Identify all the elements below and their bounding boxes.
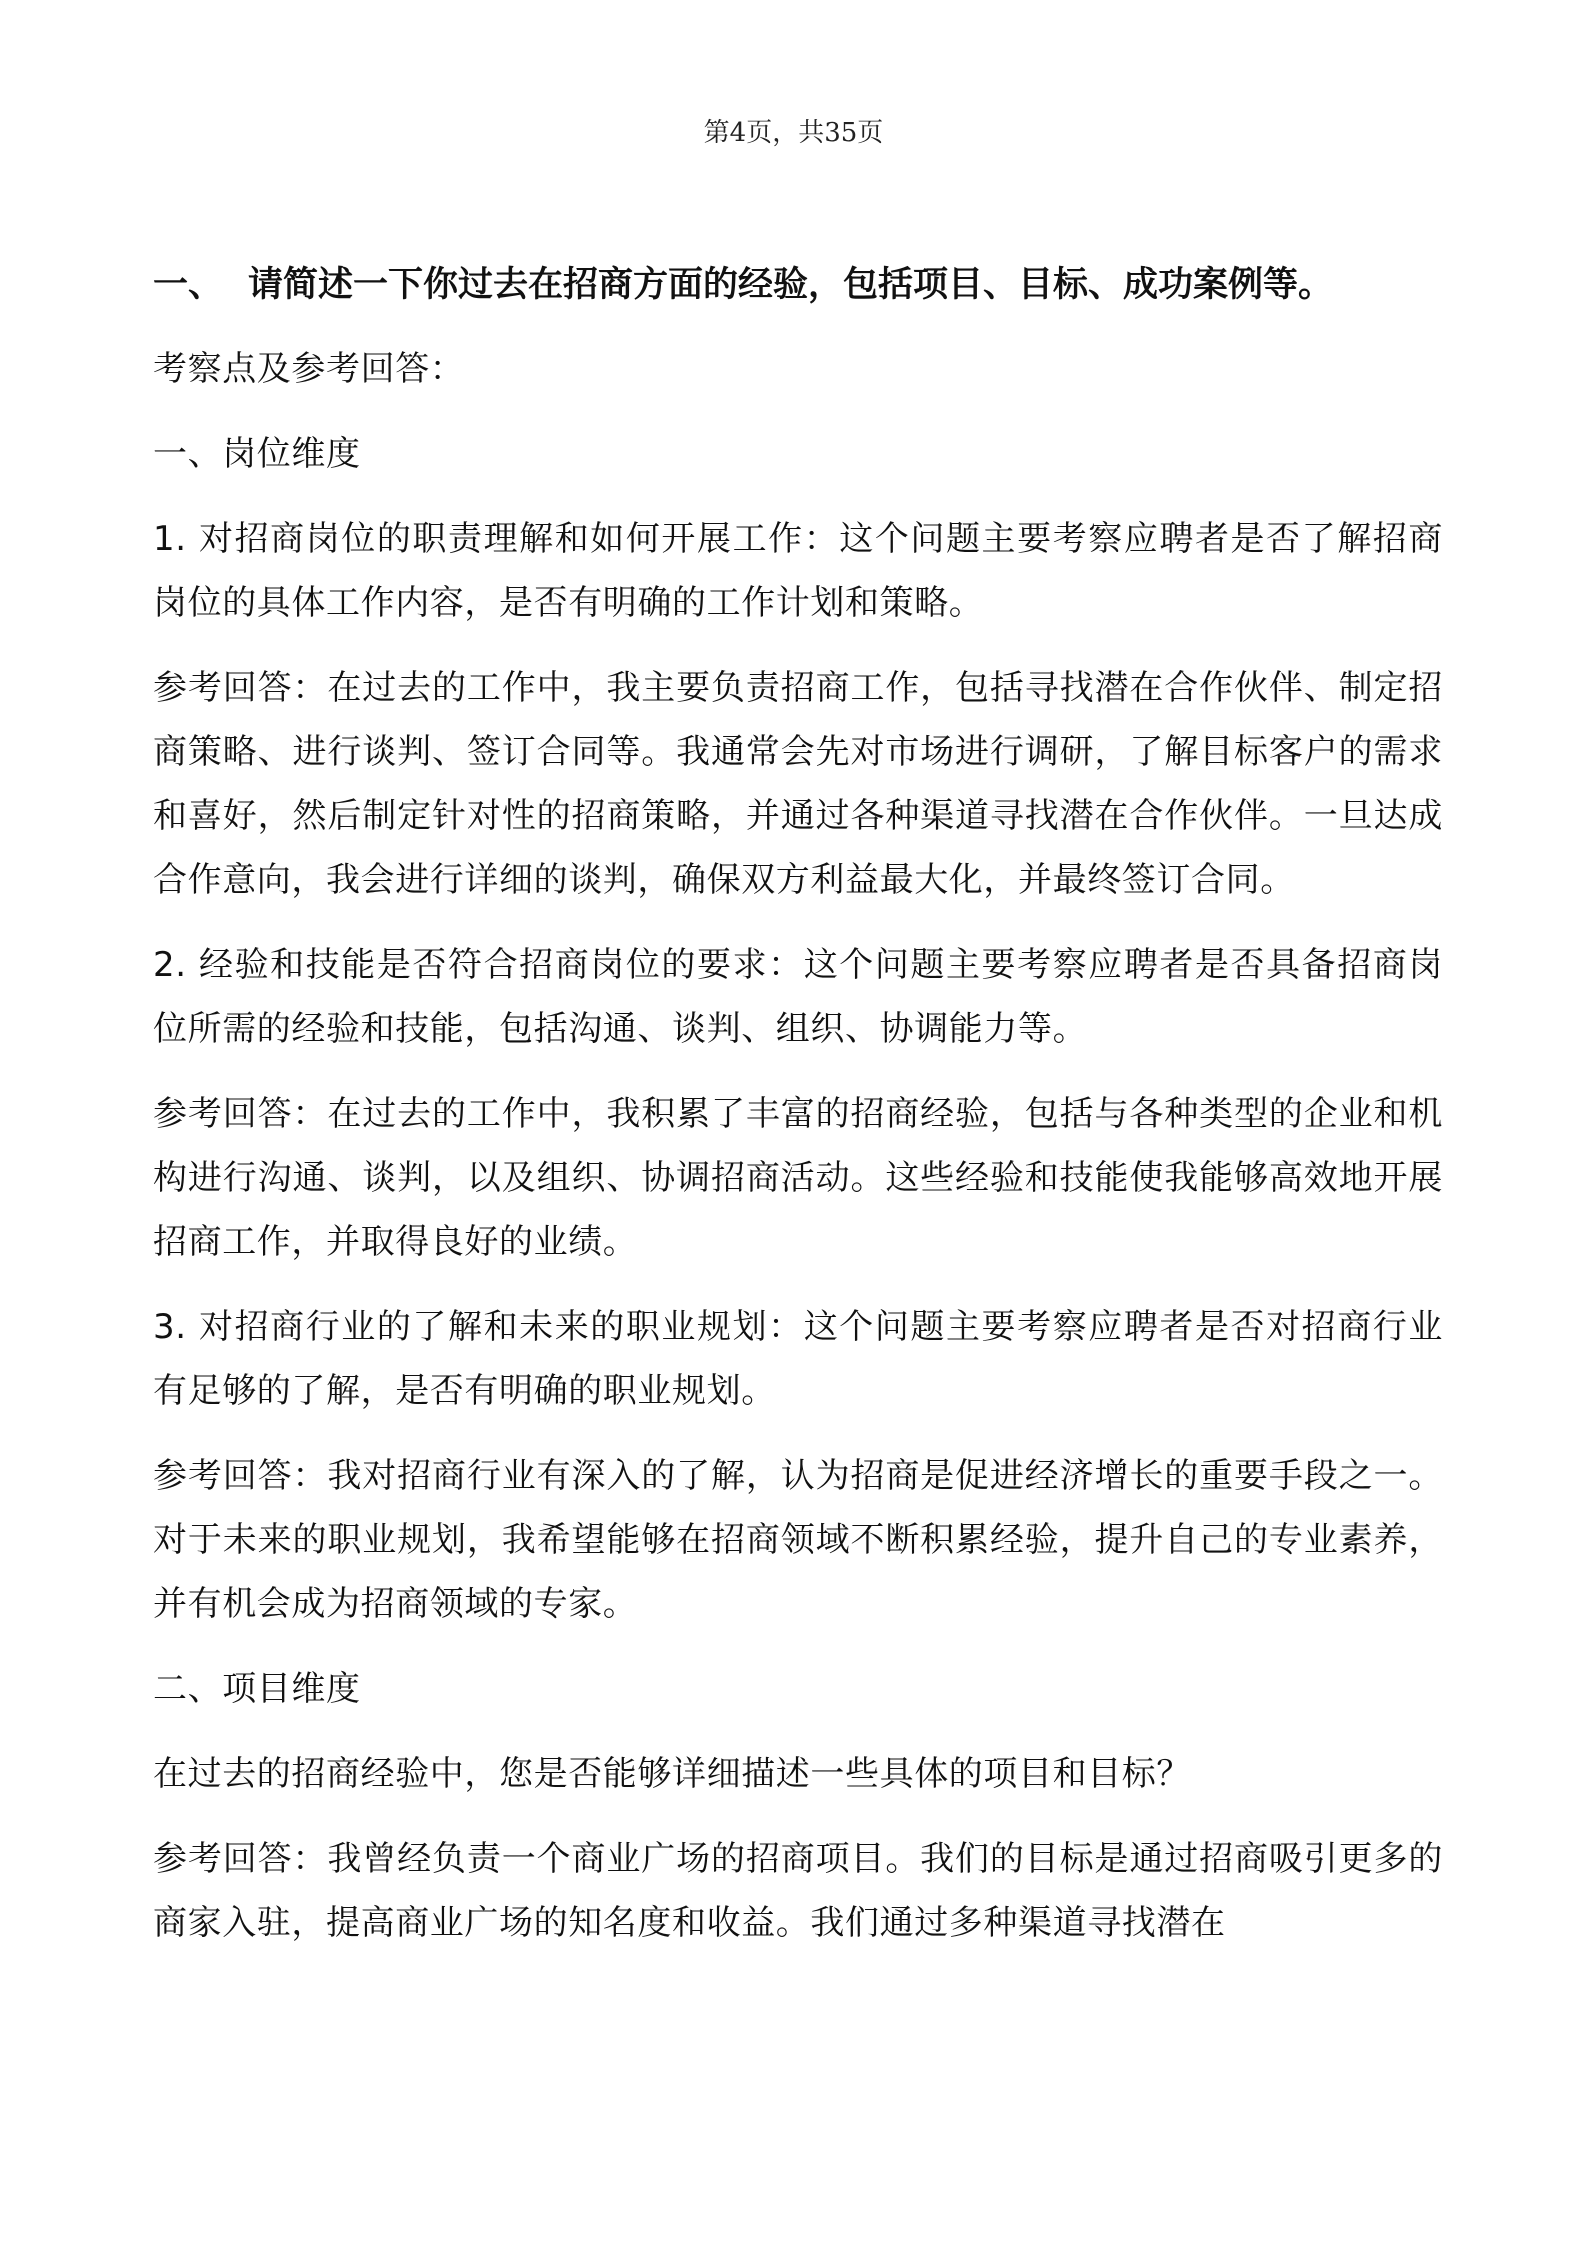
- document-body: [153, 255, 1443, 1976]
- section-heading: [153, 255, 1443, 315]
- page-number: 第4页，共35页: [703, 118, 884, 148]
- paragraph-answer-3: 参考回答：我对招商行业有深入的了解，认为招商是促进经济增长的重要手段之一。对于未来的职业规划，我希望能够在招商领域不断积累经验，提升自己的专业素养，并有机会成为招商领域的专家。: [153, 1456, 1443, 1624]
- section-heading-text: 请简述一下你过去在招商方面的经验，包括项目、目标、成功案例等。: [248, 265, 1334, 305]
- paragraph-point-2: 2. 经验和技能是否符合招商岗位的要求：这个问题主要考察应聘者是否具备招商岗位所需的经验和技能，包括沟通、谈判、组织、协调能力等。: [153, 945, 1443, 1049]
- paragraph-project-question: 在过去的招商经验中，您是否能够详细描述一些具体的项目和目标？: [153, 1754, 1191, 1794]
- paragraph-answer-1: 参考回答：在过去的工作中，我主要负责招商工作，包括寻找潜在合作伙伴、制定招商策略、进行谈判、签订合同等。我通常会先对市场进行调研，了解目标客户的需求和喜好，然后制定针对性的招商策略，并通过各种渠道寻找潜在合作伙伴。一旦达成合作意向，我会进行详细的谈判，确保双方利益最大化，并最终签订合同。: [153, 668, 1443, 900]
- paragraph-intro: 考察点及参考回答：: [153, 349, 465, 389]
- paragraph-project-answer: 参考回答：我曾经负责一个商业广场的招商项目。我们的目标是通过招商吸引更多的商家入驻，提高商业广场的知名度和收益。我们通过多种渠道寻找潜在: [153, 1839, 1443, 1943]
- paragraph-point-1: 1. 对招商岗位的职责理解和如何开展工作：这个问题主要考察应聘者是否了解招商岗位的具体工作内容，是否有明确的工作计划和策略。: [153, 519, 1443, 623]
- subheading-project-dimension: 二、项目维度: [153, 1669, 361, 1709]
- section-heading-number: 一、: [153, 265, 224, 305]
- subheading-position-dimension: 一、岗位维度: [153, 434, 361, 474]
- paragraph-answer-2: 参考回答：在过去的工作中，我积累了丰富的招商经验，包括与各种类型的企业和机构进行沟通、谈判，以及组织、协调招商活动。这些经验和技能使我能够高效地开展招商工作，并取得良好的业绩。: [153, 1094, 1443, 1262]
- paragraph-point-3: 3. 对招商行业的了解和未来的职业规划：这个问题主要考察应聘者是否对招商行业有足够的了解，是否有明确的职业规划。: [153, 1307, 1443, 1411]
